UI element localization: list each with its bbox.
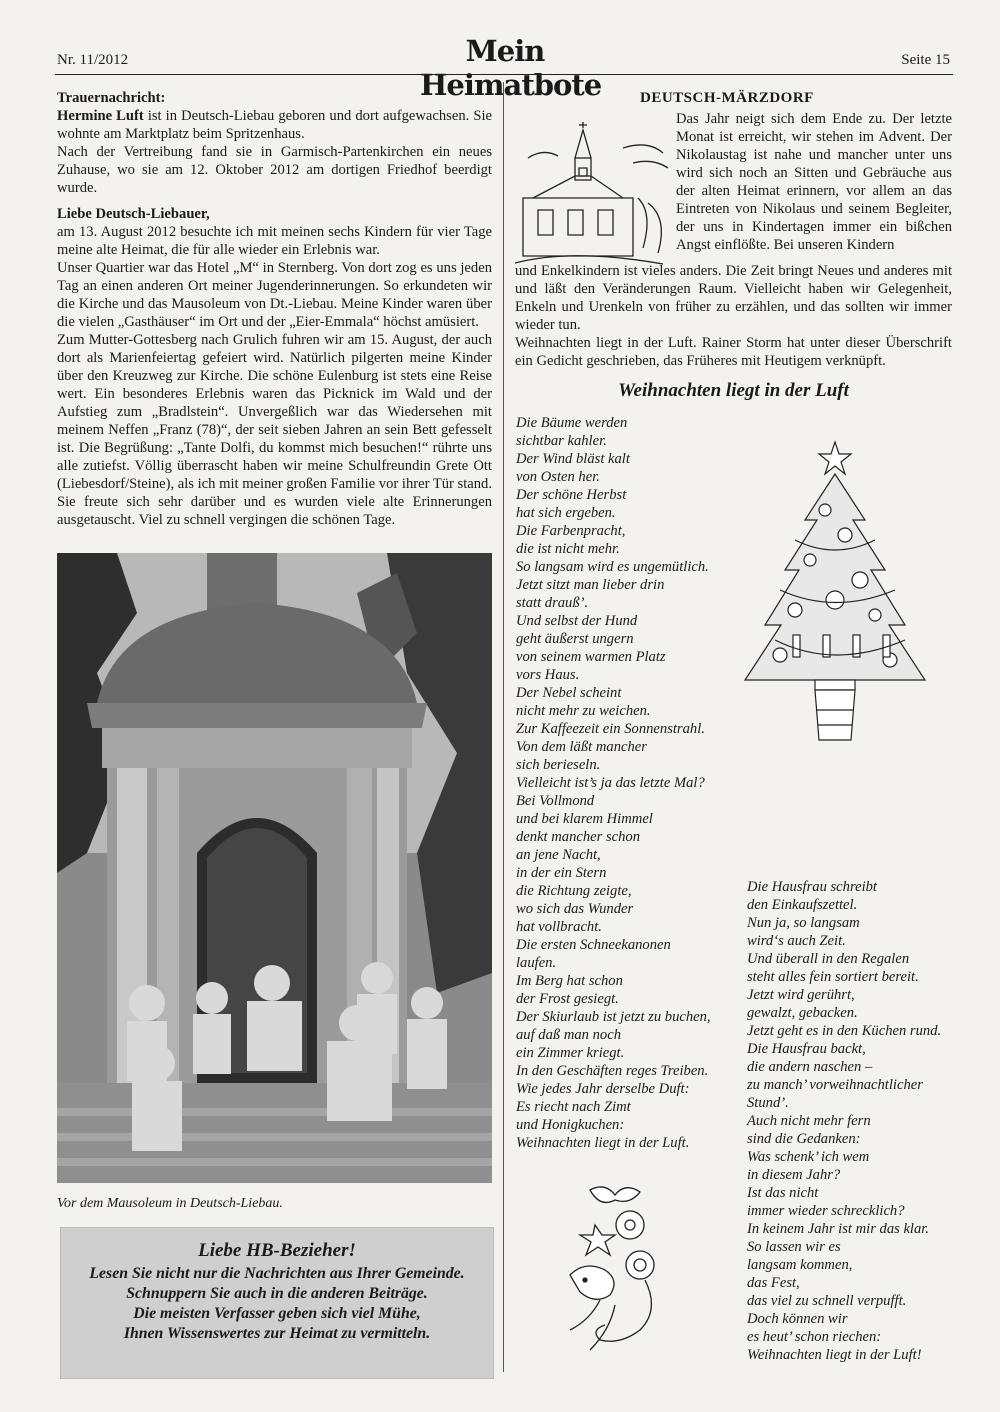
poem-line: steht alles fein sortiert bereit.	[747, 969, 919, 985]
poem-line: statt drauß’.	[516, 595, 589, 611]
letter-paragraph-3: Zum Mutter-Gottesberg nach Grulich fuhren wir am 15. August, der auch dort als Marienfeiertag gefeiert wird. Natürlich pilgerten meine Kinder über den Kreuzweg zur Kirche. Die schöne Eulenburg ist stets eine Reise wert. Ein besonderes Erlebnis waren das Picknick im Wald und der Aufstieg zum „Bradlstein“. Unvergeßlich war das Wiedersehen mit meinem Neffen „Franz (78)“, der seit sieben Jahren an sein Bett gefesselt ist. Die Begrüßung: „Tante Dolfi, du kommst mich besuchen!“ rührte uns alle zutiefst. Völlig überrascht haben wir meine Schulfreundin Grete Ott (Liebesdorf/Steine), als ich mit meiner großen Familie vor ihrer Tür stand. Sie freute sich sehr darüber und es wurden viele alte Erinnerungen ausgetauscht. Viel zu schnell vergingen die schönen Tage.	[57, 332, 492, 528]
poem-line: So lassen wir es	[747, 1239, 841, 1255]
poem-line: zu manch’ vorweihnachtlicher	[747, 1077, 923, 1093]
poem-line: Der Skiurlaub ist jetzt zu buchen,	[516, 1009, 711, 1025]
poem-line: und Honigkuchen:	[516, 1117, 625, 1133]
poem-line: Jetzt wird gerührt,	[747, 987, 855, 1003]
poem-line: von Osten her.	[516, 469, 600, 485]
poem-line: sich berieseln.	[516, 757, 601, 773]
poem-line: das viel zu schnell verpufft.	[747, 1293, 907, 1309]
poem-line: Weihnachten liegt in der Luft!	[747, 1347, 922, 1363]
poem-line: Vielleicht ist’s ja das letzte Mal?	[516, 775, 705, 791]
poem-line: es heut’ schon riechen:	[747, 1329, 882, 1345]
letter-paragraph-1: am 13. August 2012 besuchte ich mit meinen sechs Kindern für vier Tage meine alte Heimat, die für alle wieder ein Erlebnis war.	[57, 224, 492, 258]
poem-line: Im Berg hat schon	[516, 973, 623, 989]
poem-line: Die ersten Schneekanonen	[516, 937, 671, 953]
poem-line: sichtbar kahler.	[516, 433, 607, 449]
page-number: Seite 15	[901, 52, 950, 68]
poem-line: Jetzt geht es in den Küchen rund.	[747, 1023, 942, 1039]
poem-line: sind die Gedanken:	[747, 1131, 861, 1147]
obituary-name: Hermine Luft	[57, 108, 144, 124]
poem-line: Bei Vollmond	[516, 793, 595, 809]
poem-line: in der ein Stern	[516, 865, 607, 881]
poem-line: die ist nicht mehr.	[516, 541, 620, 557]
poem-line: auf daß man noch	[516, 1027, 621, 1043]
poem-line: ein Zimmer kriegt.	[516, 1045, 625, 1061]
poem-line: Nun ja, so langsam	[747, 915, 860, 931]
obituary-text	[57, 107, 492, 143]
poem-line: Die Hausfrau schreibt	[747, 879, 877, 895]
poem-line: Der Nebel scheint	[516, 685, 622, 701]
poem-line: wo sich das Wunder	[516, 901, 634, 917]
poem-line: in diesem Jahr?	[747, 1167, 841, 1183]
poem-line: und bei klarem Himmel	[516, 811, 653, 827]
poem-line: vors Haus.	[516, 667, 580, 683]
poem-line: Wie jedes Jahr derselbe Duft:	[516, 1081, 690, 1097]
poem-line: an jene Nacht,	[516, 847, 601, 863]
poem-line: Es riecht nach Zimt	[516, 1099, 631, 1115]
intro-paragraph-1: Das Jahr neigt sich dem Ende zu. Der letzte Monat ist erreicht, wir stehen im Advent. Der Nikolaustag ist nahe und mancher unter uns wird sich noch an Sitten und Gebräuche aus der alten Heimat erinnern, vor allem an das Eintreten von Nikolaus und seinem Begleiter, der uns in Kindertagen immer ein bißchen Angst einflößte. Bei unseren Kindern	[676, 111, 952, 253]
poem-line: Jetzt sitzt man lieber drin	[516, 577, 665, 593]
intro-paragraph-3: Weihnachten liegt in der Luft. Rainer Storm hat unter dieser Überschrift ein Gedicht geschrieben, das Früheres mit Heutigem verknüpft.	[515, 335, 952, 369]
obituary-heading: Trauernachricht:	[57, 90, 166, 106]
letter-paragraph-2: Unser Quartier war das Hotel „M“ in Sternberg. Von dort zog es uns jeden Tag an einen anderen Ort meiner Jugenderinnerungen. So erkundeten wir die Kirche und das Mausoleum von Dt.-Liebau. Meine Kinder waren über die vielen „Gasthäuser“ im Ort und der „Eier-Emmala“ höchst amüsiert.	[57, 260, 492, 330]
poem-line: das Fest,	[747, 1275, 800, 1291]
poem-line: Die Farbenpracht,	[516, 523, 626, 539]
photo-caption: Vor dem Mausoleum in Deutsch-Liebau.	[57, 1196, 283, 1211]
poem-line: Ist das nicht	[747, 1185, 819, 1201]
obituary-text-1: ist in Deutsch-Liebau geboren und dort aufgewachsen. Sie wohnte am Marktplatz beim Spritzenhaus.	[57, 108, 492, 142]
poem-line: langsam kommen,	[747, 1257, 853, 1273]
christmas-tree-illustration	[735, 440, 955, 750]
column-divider	[503, 82, 504, 1372]
poem-line: Stund’.	[747, 1095, 789, 1111]
masthead-title: Mein Heimatbote	[420, 34, 602, 102]
poem-line: nicht mehr zu weichen.	[516, 703, 651, 719]
poem-line: In keinem Jahr ist mir das klar.	[747, 1221, 929, 1237]
church-illustration	[513, 118, 673, 268]
poem-line: laufen.	[516, 955, 557, 971]
poem-line: wird‘s auch Zeit.	[747, 933, 846, 949]
poem-line: Doch können wir	[747, 1311, 848, 1327]
poem-line: Weihnachten liegt in der Luft.	[516, 1135, 690, 1151]
notice-line: Schnuppern Sie auch in die anderen Beiträge.	[126, 1285, 428, 1302]
poem-line: von seinem warmen Platz	[516, 649, 666, 665]
intro-text-top	[676, 110, 952, 254]
obituary-text-2: Nach der Vertreibung fand sie in Garmisch-Partenkirchen ein neues Zuhause, wo sie am 12. Oktober 2012 am dortigen Friedhof beerdigt wurde.	[57, 144, 492, 196]
mausoleum-photo	[57, 553, 492, 1183]
poem-line: hat sich ergeben.	[516, 505, 616, 521]
section-title: DEUTSCH-MÄRZDORF	[640, 90, 814, 106]
poem-line: Und überall in den Regalen	[747, 951, 910, 967]
poem-line: der Frost gesiegt.	[516, 991, 619, 1007]
issue-number: Nr. 11/2012	[57, 52, 129, 68]
poem-line: Die Hausfrau backt,	[747, 1041, 866, 1057]
intro-text-bottom	[515, 262, 952, 370]
notice-line: Die meisten Verfasser geben sich viel Mühe,	[133, 1305, 421, 1322]
poem-line: Und selbst der Hund	[516, 613, 638, 629]
left-column	[57, 89, 492, 529]
notice-line: Ihnen Wissenswertes zur Heimat zu vermitteln.	[123, 1325, 431, 1342]
poem-line: Die Bäume werden	[516, 415, 628, 431]
poem-line: geht äußerst ungern	[516, 631, 634, 647]
poem-line: die andern naschen –	[747, 1059, 873, 1075]
poem-line: So langsam wird es ungemütlich.	[516, 559, 709, 575]
poem-column-2	[747, 878, 941, 1364]
header-rule	[55, 74, 953, 75]
poem-line: Von dem läßt mancher	[516, 739, 647, 755]
subscriber-notice-box	[60, 1227, 494, 1379]
poem-line: denkt mancher schon	[516, 829, 641, 845]
poem-line: Der Wind bläst kalt	[516, 451, 630, 467]
poem-line: den Einkaufszettel.	[747, 897, 858, 913]
poem-title: Weihnachten liegt in der Luft	[618, 380, 849, 401]
notice-title: Liebe HB-Bezieher!	[198, 1240, 356, 1261]
photo-image	[57, 553, 492, 1183]
poem-line: die Richtung zeigte,	[516, 883, 632, 899]
christmas-ornament-illustration	[560, 1180, 670, 1360]
poem-line: Was schenk’ ich wem	[747, 1149, 870, 1165]
poem-column-1	[516, 414, 711, 1152]
poem-line: Auch nicht mehr fern	[747, 1113, 871, 1129]
intro-paragraph-2: und Enkelkindern ist vieles anders. Die Zeit bringt Neues und anderes mit und läßt den Veränderungen Raum. Vielleicht haben wir Gelegenheit, Enkeln und Urenkeln von früher zu erzählen, und das sollten wir immer wieder tun.	[515, 263, 952, 333]
poem-line: Der schöne Herbst	[516, 487, 627, 503]
poem-line: immer wieder schrecklich?	[747, 1203, 905, 1219]
poem-line: hat vollbracht.	[516, 919, 602, 935]
poem-line: In den Geschäften reges Treiben.	[516, 1063, 709, 1079]
poem-line: Zur Kaffeezeit ein Sonnenstrahl.	[516, 721, 705, 737]
poem-line: gewalzt, gebacken.	[747, 1005, 858, 1021]
letter-heading: Liebe Deutsch-Liebauer,	[57, 206, 210, 222]
notice-line: Lesen Sie nicht nur die Nachrichten aus Ihrer Gemeinde.	[89, 1265, 465, 1282]
